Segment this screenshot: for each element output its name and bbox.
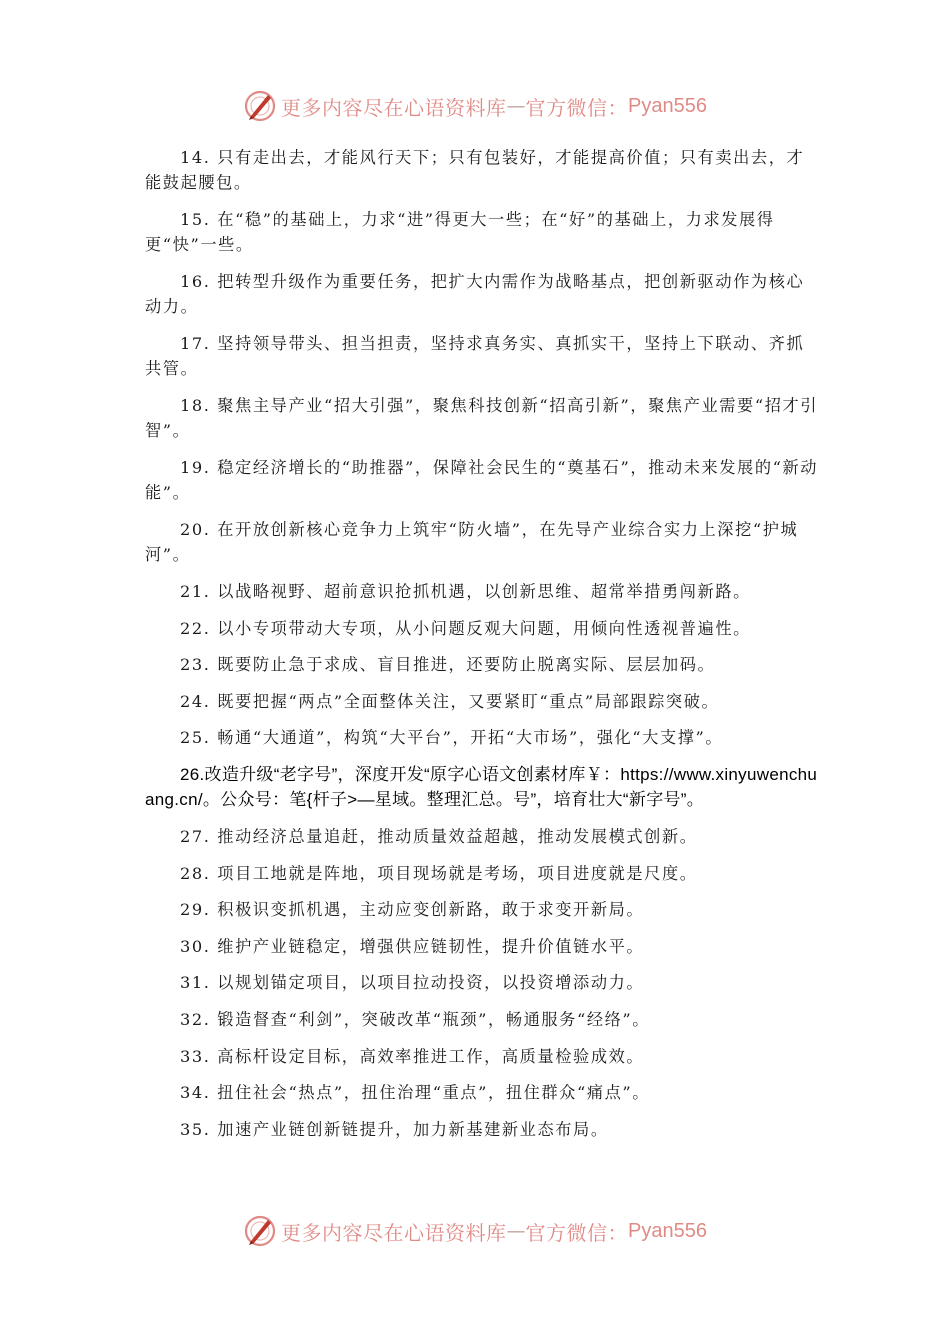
- separator: —: [506, 1220, 526, 1242]
- header-banner: [0, 86, 950, 126]
- paragraph-19: 19. 稳定经济增长的“助推器”，保障社会民生的“奠基石”，推动未来发展的“新动能”。: [145, 458, 819, 502]
- paragraph-23: 23. 既要防止急于求成、盲目推进，还要防止脱离实际、层层加码。: [180, 655, 716, 675]
- wechat-id: Pyan556: [628, 1219, 707, 1242]
- paragraph-22: 22. 以小专项带动大专项，从小问题反观大问题，用倾向性透视普遍性。: [180, 618, 751, 638]
- paragraph-17: 17. 坚持领导带头、担当担责，坚持求真务实、真抓实干，坚持上下联动、齐抓共管。: [145, 334, 805, 378]
- brand-text: 更多内容尽在心语资料库: [281, 1220, 507, 1245]
- wechat-label: 官方微信：: [525, 95, 629, 120]
- paragraph-29: 29. 积极识变抓机遇，主动应变创新路，敢于求变开新局。: [180, 900, 645, 920]
- paragraph-32: 32. 锻造督查“利剑”，突破改革“瓶颈”，畅通服务“经络”。: [180, 1009, 651, 1029]
- wechat-label: 官方微信：: [525, 1220, 629, 1245]
- paragraph-15: 15. 在“稳”的基础上，力求“进”得更大一些；在“好”的基础上，力求发展得更“快”一些。: [145, 210, 775, 254]
- paragraph-28: 28. 项目工地就是阵地，项目现场就是考场，项目进度就是尺度。: [180, 863, 698, 883]
- paragraph-20: 20. 在开放创新核心竞争力上筑牢“防火墙”，在先导产业综合实力上深挖“护城河”。: [145, 520, 799, 564]
- brand-text: 更多内容尽在心语资料库: [281, 95, 507, 120]
- paragraph-33: 33. 高标杆设定目标，高效率推进工作，高质量检验成效。: [180, 1046, 645, 1066]
- separator: —: [506, 95, 526, 117]
- footer-banner: [0, 1211, 950, 1251]
- pen-logo-icon: [243, 89, 277, 123]
- paragraph-16: 16. 把转型升级作为重要任务，把扩大内需作为战略基点，把创新驱动作为核心动力。: [145, 272, 805, 316]
- paragraph-24: 24. 既要把握“两点”全面整体关注，又要紧盯“重点”局部跟踪突破。: [180, 691, 720, 711]
- paragraph-35: 35. 加速产业链创新链提升，加力新基建新业态布局。: [180, 1119, 609, 1139]
- wechat-id: Pyan556: [628, 94, 707, 117]
- paragraph-14: 14. 只有走出去，才能风行天下；只有包装好，才能提高价值；只有卖出去，才能鼓起腰包。: [145, 148, 805, 192]
- document-body: [145, 145, 820, 1153]
- paragraph-18: 18. 聚焦主导产业“招大引强”，聚焦科技创新“招高引新”，聚焦产业需要“招才引智”。: [145, 396, 819, 440]
- paragraph-21: 21. 以战略视野、超前意识抢抓机遇，以创新思维、超常举措勇闯新路。: [180, 582, 751, 601]
- paragraph-30: 30. 维护产业链稳定，增强供应链韧性，提升价值链水平。: [180, 936, 645, 956]
- paragraph-31: 31. 以规划锚定项目，以项目拉动投资，以投资增添动力。: [180, 973, 645, 993]
- paragraph-34: 34. 扭住社会“热点”，扭住治理“重点”，扭住群众“痛点”。: [180, 1083, 651, 1103]
- paragraph-27: 27. 推动经济总量追赶，推动质量效益超越，推动发展模式创新。: [180, 826, 698, 846]
- paragraph-26: 26.改造升级“老字号”，深度开发“原字心语文创素材库￥：https://www.xinyuwenchuang.cn/。公众号：笔{杆子>—星域。整理汇总。号”，培育壮大“新字号”。: [145, 764, 818, 809]
- paragraph-25: 25. 畅通“大通道”，构筑“大平台”，开拓“大市场”，强化“大支撑”。: [180, 728, 724, 748]
- pen-logo-icon: [243, 1214, 277, 1248]
